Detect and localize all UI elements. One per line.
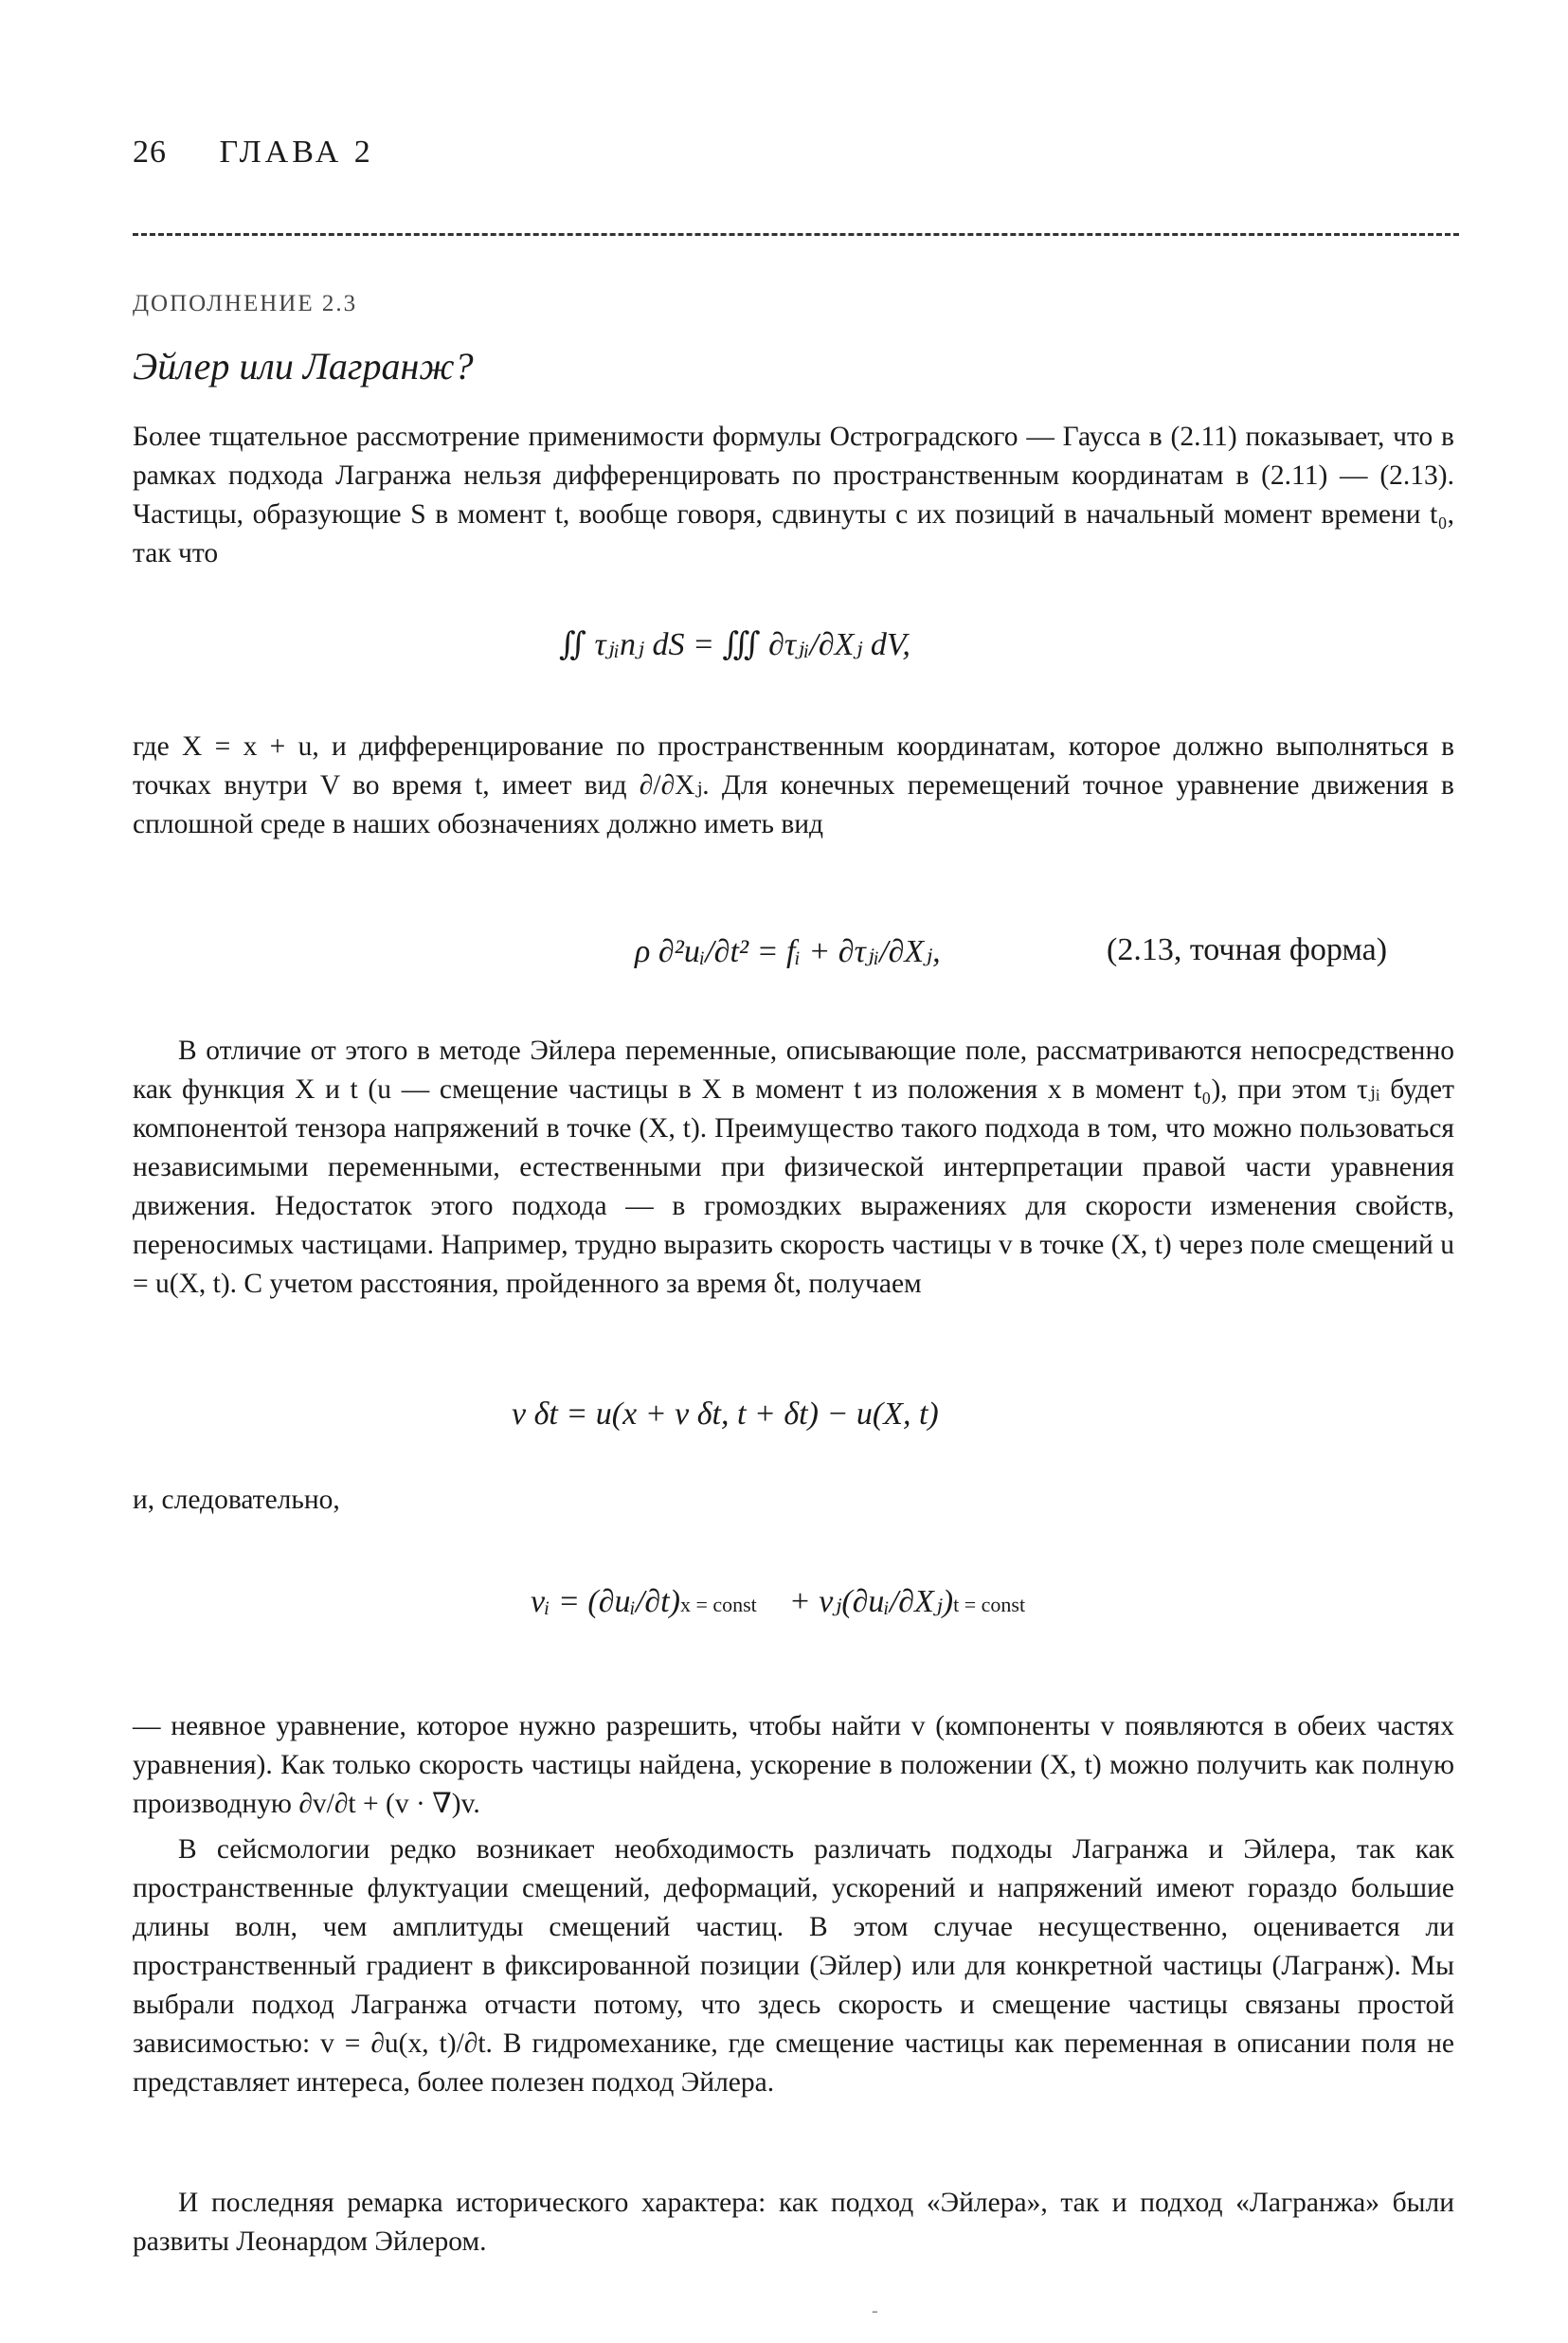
equation-implicit-left: vᵢ = (∂uᵢ/∂t) <box>531 1584 680 1619</box>
equation-implicit-sub2: t = const <box>953 1593 1026 1616</box>
supplement-label: ДОПОЛНЕНИЕ 2.3 <box>133 291 358 316</box>
chapter-title: ГЛАВА 2 <box>219 135 374 170</box>
equation-motion: ρ ∂²uᵢ/∂t² = fᵢ + ∂τⱼᵢ/∂Xⱼ, <box>635 934 941 969</box>
paragraph-4: — неявное уравнение, которое нужно разрешить, чтобы найти v (компоненты v появляются в обеих частях уравнения). Как только скорость частицы найдена, ускорение в положении (X, t) можно получить как полную производную ∂v/∂t + (v · ∇)v. <box>133 1711 1454 1819</box>
header-divider <box>133 233 1459 236</box>
paragraph-3: В отличие от этого в методе Эйлера переменные, описывающие поле, рассматриваются непосредственно как функция X и t (u — смещение частицы в X в момент t из положения x в момент t₀), при этом τⱼᵢ будет компонентой тензора напряжений в точке (X, t). Преимущество такого подхода в том, что можно пользоваться независимыми переменными, естественными при физической интерпретации правой части уравнения движения. Недостаток этого подхода — в громоздких выражениях для скорости изменения свойств, переносимых частицами. Например, трудно выразить скорость частицы v в точке (X, t) через поле смещений u = u(X, t). С учетом расстояния, пройденного за время δt, получаем <box>133 1036 1454 1299</box>
supplement-title: Эйлер или Лагранж? <box>133 345 474 387</box>
equation-implicit-right: + vⱼ(∂uᵢ/∂Xⱼ) <box>788 1584 954 1619</box>
paragraph-5: В сейсмологии редко возникает необходимость различать подходы Лагранжа и Эйлера, так как пространственные флуктуации смещений, деформаций, ускорений и напряжений имеют гораздо большие длины волн, чем амплитуды смещений частиц. В этом случае несущественно, оценивается ли пространственный градиент в фиксированной позиции (Эйлер) или для конкретной частицы (Лагранж). Мы выбрали подход Лагранжа отчасти потому, что здесь скорость и смещение частицы связаны простой зависимостью: v = ∂u(x, t)/∂t. В гидромеханике, где смещение частицы как переменная в описании поля не представляет интереса, более полезен подход Эйлера. <box>133 1834 1454 2098</box>
paragraph-hence: и, следовательно, <box>133 1485 340 1515</box>
equation-gauss: ∬ τⱼᵢnⱼ dS = ∭ ∂τⱼᵢ/∂Xⱼ dV, <box>559 627 910 662</box>
equation-velocity: v δt = u(x + v δt, t + δt) − u(X, t) <box>512 1397 939 1432</box>
equation-implicit-sub1: x = const <box>679 1593 757 1616</box>
paragraph-6: И последняя ремарка исторического характера: как подход «Эйлера», так и подход «Лагранжа» были развиты Леонардом Эйлером. <box>133 2188 1454 2257</box>
paragraph-1: Более тщательное рассмотрение применимости формулы Остроградского — Гаусса в (2.11) показывает, что в рамках подхода Лагранжа нельзя дифференцировать по пространственным координатам в (2.11) — (2.13). Частицы, образующие S в момент t, вообще говоря, сдвинуты с их позиций в начальный момент времени t₀, так что <box>133 422 1454 568</box>
page-header <box>133 135 374 171</box>
footer-mark: - <box>872 2300 878 2321</box>
paragraph-2: где X = x + u, и дифференцирование по пространственным координатам, которое должно выполняться в точках внутри V во время t, имеет вид ∂/∂Xⱼ. Для конечных перемещений точное уравнение движения в сплошной среде в наших обозначениях должно иметь вид <box>133 731 1454 839</box>
page-number: 26 <box>133 135 167 170</box>
equation-implicit <box>531 1582 1025 1620</box>
equation-label: (2.13, точная форма) <box>1107 932 1388 967</box>
